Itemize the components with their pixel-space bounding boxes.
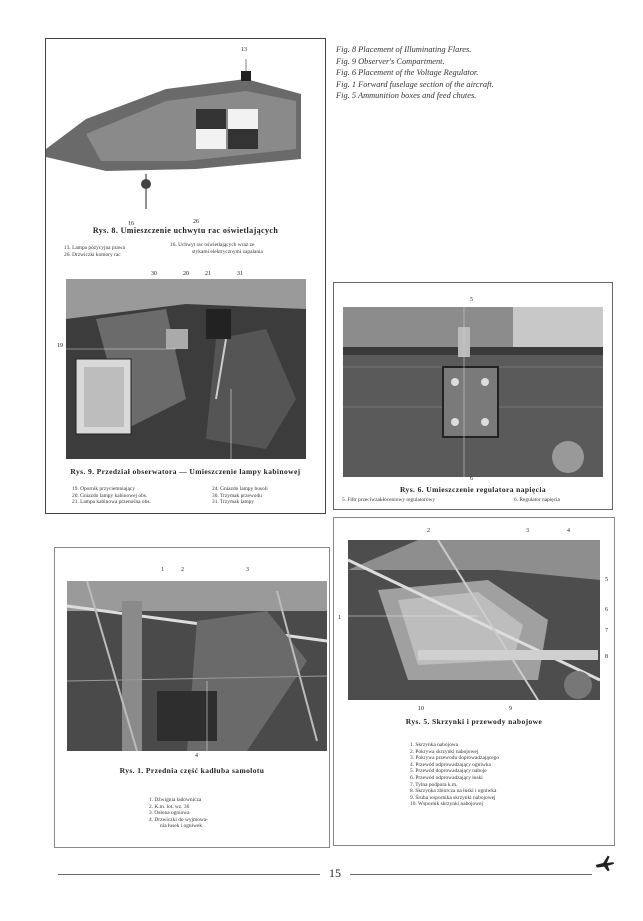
fig8-legend-right: 16. Uchwyt rac oświetlających wraz ze stykami elektrycznymi zapalania bbox=[170, 242, 263, 255]
panel-fig1 bbox=[54, 547, 330, 848]
note-line: Fig. 8 Placement of Illuminating Flares. bbox=[336, 45, 472, 54]
callout-1b: 1 bbox=[338, 615, 341, 621]
callout-16: 16 bbox=[128, 221, 134, 227]
callout-8b: 8 bbox=[605, 654, 608, 660]
callout-3: 3 bbox=[246, 567, 249, 573]
callout-4b: 4 bbox=[567, 528, 570, 534]
photo-fig8-flares bbox=[46, 39, 325, 217]
note-line: Fig. 1 Forward fuselage section of the aircraft. bbox=[336, 79, 494, 89]
callout-7b: 7 bbox=[605, 628, 608, 634]
callout-5b: 5 bbox=[605, 577, 608, 583]
fig9-legend-right: 24. Gniazdo lampy busoli 30. Trzymak przewodu 31. Trzymak lampy bbox=[212, 486, 268, 506]
callout-2: 2 bbox=[181, 567, 184, 573]
callout-10b: 10 bbox=[418, 706, 424, 712]
photo-fig9-observer bbox=[66, 279, 306, 459]
footer-rule-right bbox=[350, 874, 592, 875]
panel-fig8-fig9 bbox=[45, 38, 326, 514]
callout-13: 13 bbox=[241, 47, 247, 53]
callout-5: 5 bbox=[470, 297, 473, 303]
fig1-title: Rys. 1. Przednia część kadłuba samolotu bbox=[119, 766, 265, 775]
fig6-title: Rys. 6. Umieszczenie regulatora napięcia bbox=[400, 485, 546, 494]
callout-1: 1 bbox=[161, 567, 164, 573]
callout-31: 31 bbox=[237, 271, 243, 277]
photo-fig1-fuselage bbox=[67, 581, 327, 751]
footer-rule-left bbox=[58, 874, 320, 875]
fig8-title: Rys. 8. Umieszczenie uchwytu rac oświetlających bbox=[92, 226, 279, 235]
callout-30: 30 bbox=[151, 271, 157, 277]
panel-fig5 bbox=[333, 517, 615, 846]
callout-26: 26 bbox=[193, 219, 199, 225]
callout-19: 19 bbox=[57, 343, 63, 349]
callout-3b: 3 bbox=[526, 528, 529, 534]
photo-fig5-ammo bbox=[348, 540, 600, 700]
note-line: Fig. 5 Ammunition boxes and feed chutes. bbox=[336, 91, 477, 101]
panel-fig6 bbox=[333, 282, 613, 510]
fig8-legend-left: 13. Lampa pozycyjna prawa 26. Drzwiczki komory rac bbox=[64, 245, 126, 258]
fig1-legend: 1. Dźwignia ładownicza 2. K.m. lot. wz. 36 3. Osłona ogniowa 4. Drzwiczki do wyjmowa- nia łusek i ogniwek bbox=[149, 797, 208, 830]
fig5-title: Rys. 5. Skrzynki i przewody nabojowe bbox=[405, 717, 543, 726]
callout-9b: 9 bbox=[509, 706, 512, 712]
note-line: Fig. 6 Placement of the Voltage Regulator. bbox=[336, 68, 479, 78]
fig9-title: Rys. 9. Przedział obserwatora — Umieszczenie lampy kabinowej bbox=[70, 467, 301, 476]
fig5-legend: 1. Skrzynka nabojowa 2. Pokrywa skrzynki nabojowej 3. Pokrywa przewodu doprowadzającego 4. Przewód odprowadzający ogniwka 5. Przewód doprowadzający naboje 6. Przewód odprowadzający łuski 7. Tylna podpora k.m. 8. Skrzynka zbiorcza na łuski i ogniwka 9. Śruba wspornika skrzynki nabojowej 10. Wspornik skrzynki nabojowej bbox=[410, 742, 499, 808]
fig9-legend-left: 19. Opornik przyciemniający 20. Gniazdo lampy kabinowej obs. 21. Lampa kabinowa przenośna obs. bbox=[72, 486, 151, 506]
photo-fig6-regulator bbox=[343, 307, 603, 477]
callout-20: 20 bbox=[183, 271, 189, 277]
callout-21: 21 bbox=[205, 271, 211, 277]
figure-notes bbox=[336, 44, 494, 102]
callout-6b: 6 bbox=[605, 607, 608, 613]
callout-2b: 2 bbox=[427, 528, 430, 534]
fig6-legend-left: 5. Filtr przeciwzakłóceniowy regulatorowy bbox=[342, 497, 436, 503]
callout-4: 4 bbox=[195, 753, 198, 759]
note-line: Fig. 9 Observer's Compartment. bbox=[336, 56, 445, 66]
callout-6: 6 bbox=[470, 476, 473, 482]
airplane-icon bbox=[594, 852, 616, 874]
page-number: 15 bbox=[329, 866, 341, 880]
fig6-legend-right: 6. Regulator napięcia bbox=[514, 497, 560, 503]
